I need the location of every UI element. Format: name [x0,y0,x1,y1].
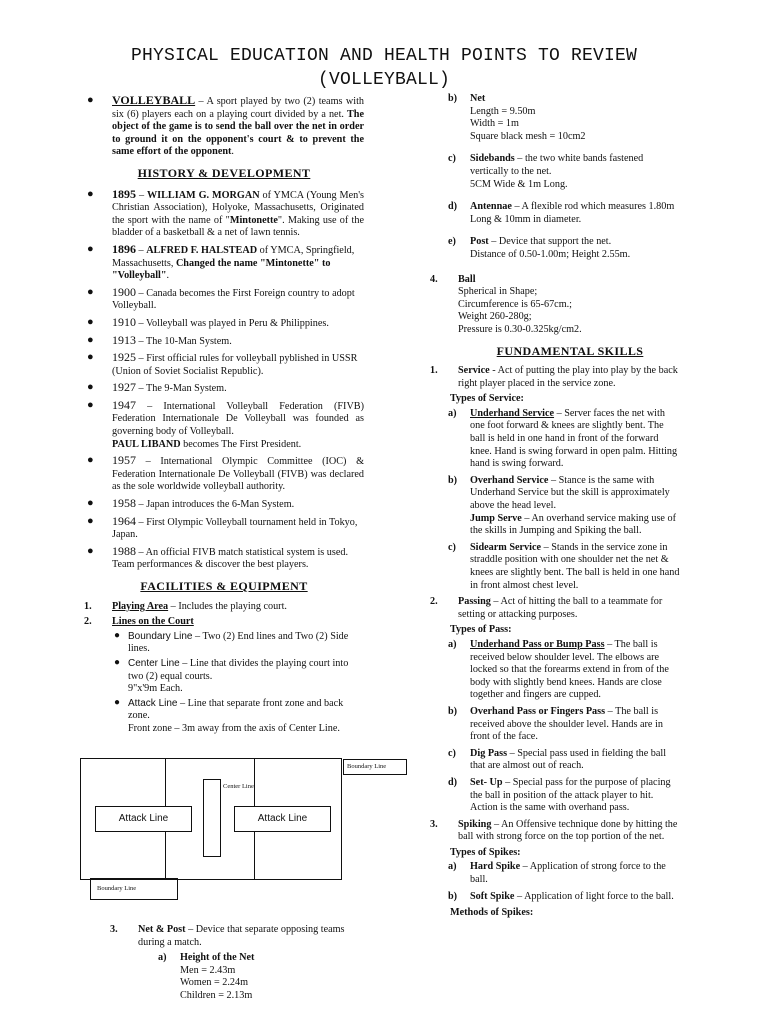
ball-pressure: Pressure is 0.30-0.325kg/cm2. [458,323,582,335]
net-item [430,93,680,143]
item-label: a) [158,952,167,964]
pass-setup [430,777,680,815]
person-name: ALFRED F. HALSTEAD [146,244,258,256]
history-text: becomes The First President. [180,438,302,450]
skill-text: – Act of hitting the ball to a teammate for setting or attacking purposes. [458,596,663,620]
pass-types-heading: Types of Pass: [450,624,512,636]
ball-term: Ball [458,273,476,285]
item-label: b) [448,93,458,104]
pass-dig [430,748,680,773]
bullet-icon: ● [87,94,94,106]
history-text: – Canada becomes the First Foreign country to adopt Volleyball. [112,287,355,312]
ball-circumference: Circumference is 65-67cm.; [458,298,573,310]
skill-passing [430,596,680,621]
history-text: – Volleyball was played in Peru & Philippines. [136,317,329,329]
service-text: – Stance is the same with Underhand Service but the skill is approximately above the head level. [470,474,670,512]
year: 1895 [112,186,136,201]
volleyball-object: The object of the game is to send the ball over the net in order to ground it on the opponent's court & to prevent the same effort of the opponent [112,108,364,158]
year: 1964 [112,513,136,528]
history-text: – First Olympic Volleyball tournament held in Tokyo, Japan. [112,516,358,541]
spike-text: – Application of light force to the ball. [514,890,674,902]
item-label: a) [448,638,457,650]
post-text: – Device that support the net. [488,236,612,248]
history-1958 [84,497,364,512]
bullet-icon: ● [114,696,121,708]
bullet-icon: ● [114,629,121,641]
pass-term: Underhand Pass or Bump Pass [470,638,605,650]
court-diagram [80,758,342,880]
attack-line-label-left: Attack Line [95,806,192,832]
title-line-1: PHYSICAL EDUCATION AND HEALTH POINTS TO REVIEW [130,46,638,66]
net-mesh: Square black mesh = 10cm2 [470,130,586,142]
history-text: – International Volleyball Federation (FIVB) Federation Internationale De Volleyball was founded as governing body of Volleyball. [112,400,364,438]
net-length: Length = 9.50m [470,105,536,117]
year: 1957 [112,453,136,468]
history-text: – The 10-Man System. [136,335,232,347]
page-title [0,44,768,92]
line-text: 9"x'9m Each. [128,683,183,695]
sidebands-size: 5CM Wide & 1m Long. [470,178,568,190]
history-text: of YMCA (Young Men's Christian Association), Holyoke, Massachusetts, Originated the sport with the name of " [112,189,365,226]
person-name: PAUL LIBAND [112,438,181,450]
spike-methods-heading: Methods of Spikes: [450,907,534,919]
antennae-text: – A flexible rod which measures 1.80m Long & 10mm in diameter. [470,201,675,225]
boundary-line-label-box-top [343,759,407,775]
title-line-2: (VOLLEYBALL) [317,70,451,90]
item-label: d) [448,201,458,213]
bullet-icon: ● [87,544,94,557]
item-label: d) [448,776,458,788]
pass-text: – Special pass used in fielding the ball that are almost out of reach. [470,747,667,772]
pass-overhand [430,706,680,744]
line-term: Center Line [128,657,180,669]
item-label: b) [448,474,458,486]
year: 1927 [112,380,136,395]
net-term: Net [470,93,486,104]
ball-shape: Spherical in Shape; [458,286,538,298]
pass-term: Set- Up [470,776,503,788]
net-height-men: Men = 2.43m [180,964,236,976]
bullet-icon: ● [87,454,94,467]
history-text: – The 9-Man System. [136,383,227,395]
net-post-item [110,924,360,949]
history-1947 [84,399,364,451]
service-term: Sidearm Service [470,541,542,553]
net-height-women: Women = 2.24m [180,977,249,989]
item-label: c) [448,747,456,759]
skill-term: Service [458,365,490,377]
skill-term: Passing [458,596,491,608]
pass-text: – The ball is received above the shoulder level. Hands are in front of the face. [470,705,663,743]
post-term: Post [470,236,489,248]
history-1925 [84,351,364,378]
spike-types-heading: Types of Spikes: [450,846,521,858]
spike-hard [430,861,680,886]
line-text: – Two (2) End lines and Two (2) Side lines. [128,630,349,655]
history-text: – International Olympic Committee (IOC) & Federation Internationale De Volleyball (FIVB) was declared as the sole worldwide volleyball authority. [112,456,364,493]
history-1957 [84,454,364,494]
history-1896: ● 1896 – ALFRED F. HALSTEAD of YMCA, Springfield, Massachusetts, Changed the name "Mintonette" to "Volleyball". [87,241,355,282]
facility-text: – Device that separate opposing teams during a match. [138,924,345,948]
skill-spiking [430,819,680,844]
item-label: a) [448,407,457,419]
boundary-line-label: Boundary Line [347,763,387,770]
volleyball-def-text: – A sport played by two (2) teams with six (6) players each on a playing court divided by a net. [112,96,364,120]
pass-underhand [430,639,680,702]
item-label: b) [448,890,458,902]
bullet-icon: ● [87,497,94,510]
net-height-children: Children = 2.13m [180,989,253,1001]
skill-term: Spiking [458,818,492,830]
year: 1896 [112,241,136,256]
center-line-box [203,779,221,857]
line-text: Front zone – 3m away from the axis of Center Line. [128,722,340,734]
history-text: – An official FIVB match statistical system is used. Team performances & discover the best players. [112,546,349,571]
item-label: c) [448,153,456,165]
history-1913 [84,334,364,349]
bullet-icon: ● [87,242,94,255]
center-line-label: Center Line [223,783,254,790]
antennae-term: Antennae [470,201,512,213]
service-text: – Stands in the service zone in straddle position with one shoulder net the net & knees are slightly bent. The ball is held in one hand in front almost chest level. [470,541,680,591]
bullet-icon: ● [87,398,94,411]
bullet-icon: ● [87,351,94,364]
boundary-line-label-box-bottom [90,878,178,900]
boundary-line-item [112,631,364,656]
spike-term: Soft Spike [470,890,515,902]
antennae-item [430,201,680,226]
item-number: 1. [430,365,438,377]
history-1988 [84,545,364,572]
volleyball-term: VOLLEYBALL [112,93,196,107]
bullet-icon: ● [87,333,94,346]
spike-term: Hard Spike [470,861,521,873]
pass-text: – The ball is received below shoulder level. The elbows are locked so that the forearms extend in from of the body with slightly bend knees. Hands are close together and fingers are cupped. [470,638,669,701]
facility-term: Net & Post [138,924,186,935]
history-text-bold: Mintonette [229,214,278,226]
skill-text: – An Offensive technique done by hitting the ball with strong force on the top portion of the net. [458,818,678,843]
service-term: Overhand Service [470,474,549,486]
facility-3 [110,924,360,1007]
year: 1910 [112,314,136,329]
item-number: 3. [110,924,118,935]
center-line-item [112,658,364,696]
bullet-icon: ● [87,187,94,200]
item-label: b) [448,705,458,717]
line-term: Attack Line [128,697,178,709]
service-types-heading: Types of Service: [450,393,524,405]
year: 1913 [112,332,136,347]
pass-term: Dig Pass [470,747,508,759]
net-height [110,952,360,1002]
attack-line-item [112,698,364,736]
facility-term: Lines on the Court [112,616,194,628]
bullet-icon: ● [114,656,121,668]
history-1910 [84,316,364,331]
facility-1 [84,601,364,614]
bullet-icon: ● [87,315,94,328]
item-label: e) [448,236,456,248]
sidebands-item [430,153,680,191]
pass-text: – Special pass for the purpose of placing the ball in position of the attack player to hit. Action is the same with overhand pass. [470,776,671,814]
history-1900 [84,286,364,313]
net-height-term: Height of the Net [180,952,255,964]
facilities-heading: FACILITIES & EQUIPMENT [140,579,308,593]
volleyball-definition: ● VOLLEYBALL – A sport played by two (2) teams with six (6) players each on a playing court divided by a net. The object of the game is to send the ball over the net in order to ground it on the opponent's court & to prevent the same effort of the opponent. [87,93,364,158]
skill-text: - Act of putting the play into play by the back right player placed in the service zone. [458,365,678,389]
attack-line-label-right: Attack Line [234,806,331,832]
history-1895: ● 1895 – WILLIAM G. MORGAN of YMCA (Young Men's Christian Association), Holyoke, Massachusetts, Originated the sport with the name of "Mintonette". Making use of the bladder of a basketball & a net of lawn tennis. [87,186,365,239]
item-number: 2. [84,616,92,628]
history-text: – Japan introduces the 6-Man System. [136,499,295,511]
line-term: Boundary Line [128,630,193,642]
history-text: of YMCA, Springfield, Massachusetts, [112,244,355,269]
boundary-line-label: Boundary Line [97,885,137,892]
person-name: WILLIAM G. MORGAN [146,189,260,201]
facility-term: Playing Area [112,600,169,612]
history-heading: HISTORY & DEVELOPMENT [137,165,311,180]
item-label: a) [448,861,457,873]
ball-weight: Weight 260-280g; [458,311,532,323]
line-text: – Line that separate front zone and back zone. [128,697,344,722]
history-1927 [84,381,364,396]
history-text-bold: Changed the name "Mintonette" to "Volleyball" [112,257,331,282]
post-item [430,236,680,261]
line-text: – Line that divides the playing court into two (2) equal courts. [128,657,349,682]
service-text: – Server faces the net with one foot forward & knees are slightly bent. The ball is held in one hand in front of the forward knee. Hand is swing forward in open palm. Hitting hand is swing forward. [470,407,678,470]
year: 1947 [112,397,136,412]
history-1964 [84,515,364,542]
skills-heading: FUNDAMENTAL SKILLS [496,343,644,358]
left-column [84,94,364,739]
net-width: Width = 1m [470,118,519,130]
post-distance: Distance of 0.50-1.00m; Height 2.55m. [470,248,631,260]
year: 1925 [112,350,136,365]
jump-serve-text: – An overhand service making use of the skills in Jumping and Spiking the ball. [470,512,676,537]
service-overhand [430,475,680,538]
ball-item [430,274,680,337]
sidebands-text: – the two white bands fastened vertically to the net. [470,153,644,177]
item-number: 1. [84,600,92,612]
sidebands-term: Sidebands [470,153,515,165]
year: 1958 [112,496,136,511]
right-column [430,93,680,922]
service-sidearm [430,542,680,592]
history-text: ". Making use of the bladder of a basketball & a net of lawn tennis. [112,214,364,239]
spike-soft [430,891,680,904]
year: 1900 [112,284,136,299]
bullet-icon: ● [87,381,94,394]
service-underhand [430,408,680,471]
item-number: 4. [430,273,438,285]
bullet-icon: ● [87,285,94,298]
history-text: – First official rules for volleyball pyblished in USSR (Union of Soviet Socialist Republic). [112,353,358,377]
pass-term: Overhand Pass or Fingers Pass [470,705,606,717]
bullet-icon: ● [87,514,94,527]
service-term: Underhand Service [470,407,555,419]
item-number: 3. [430,818,438,830]
spike-text: – Application of strong force to the ball. [470,861,666,886]
skill-service [430,365,680,390]
jump-serve-term: Jump Serve [470,512,522,524]
facility-text: – Includes the playing court. [168,600,287,612]
facility-2 [84,616,364,735]
item-label: c) [448,541,456,553]
item-number: 2. [430,596,438,608]
year: 1988 [112,543,136,558]
